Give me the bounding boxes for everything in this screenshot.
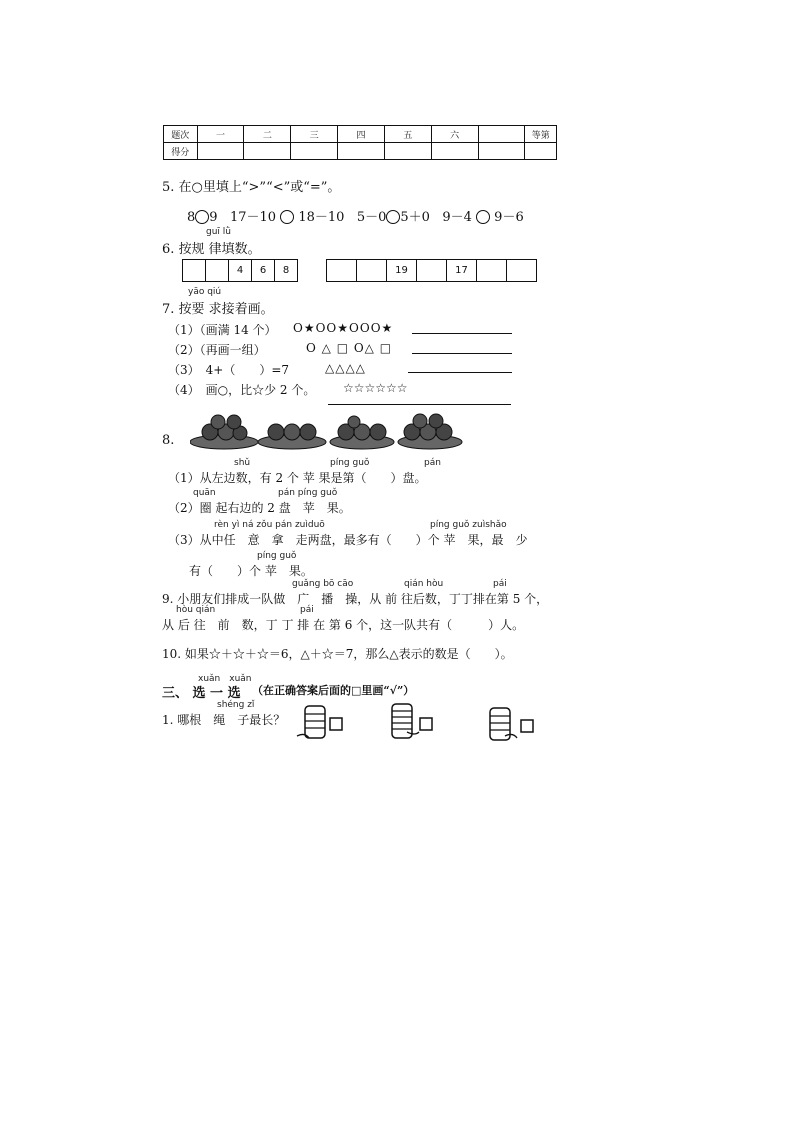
q1-title: 1. 哪根 绳 子最长？ <box>162 713 286 727</box>
q5-compare-row <box>187 206 524 225</box>
answer-checkbox[interactable] <box>521 720 533 732</box>
score-table <box>163 125 557 160</box>
compare-circle[interactable] <box>195 210 209 224</box>
pinyin: píng guǒ <box>257 551 297 561</box>
sequence-box-2 <box>326 259 537 282</box>
q7-row4-label: （4） 画○，比☆少 2 个。 <box>168 383 316 397</box>
seq-cell: 6 <box>252 260 275 281</box>
compare-circle[interactable] <box>280 210 294 224</box>
q8-line4: 有（ ）个 苹 果。 <box>189 564 313 578</box>
score-cell: 四 <box>338 126 385 143</box>
seq-cell: 17 <box>447 260 477 281</box>
q5-item: 5＋0 <box>400 210 430 225</box>
q5-title: 5. 在○里填上“>”“<”或“=”。 <box>162 180 341 195</box>
section3-pinyin: xuǎn xuǎn <box>198 674 252 684</box>
answer-line[interactable] <box>328 404 511 405</box>
q5-item: 9－4 <box>442 210 472 225</box>
pinyin: píng guǒ zuìshǎo <box>430 520 507 530</box>
q5-item: 9 <box>209 210 218 225</box>
q7-row2-label: （2）（再画一组） <box>168 343 266 357</box>
seq-cell[interactable] <box>206 260 229 281</box>
pinyin: hòu qián <box>176 605 216 615</box>
score-row-label: 得分 <box>164 143 198 160</box>
q7-row4-pattern: ☆☆☆☆☆☆ <box>343 381 408 395</box>
plate-3-icon <box>330 416 394 449</box>
pinyin: rèn yì ná zǒu pán zuìduō <box>214 520 325 530</box>
q8-number: 8. <box>162 433 175 448</box>
score-input-cell[interactable] <box>244 143 291 160</box>
q7-pinyin: yāo qiú <box>188 287 222 297</box>
q5-item: 17－10 <box>229 210 277 225</box>
score-input-cell[interactable] <box>384 143 431 160</box>
pinyin: pái <box>300 605 314 615</box>
seq-cell[interactable] <box>327 260 357 281</box>
q5-item: 18－10 <box>298 210 345 225</box>
pinyin: píng guǒ <box>330 458 370 468</box>
pinyin: pái <box>493 579 507 589</box>
q7-row1-pattern: O★OO★OOO★ <box>293 321 394 335</box>
q7-row2-pattern: O △ □ O△ □ <box>306 341 393 355</box>
q10-line: 10. 如果☆＋☆＋☆＝6，△＋☆＝7，那么△表示的数是（ ）。 <box>162 647 513 661</box>
q5-item: 5－0 <box>356 210 387 225</box>
answer-checkbox[interactable] <box>420 718 432 730</box>
score-input-cell[interactable] <box>197 143 244 160</box>
seq-cell[interactable] <box>183 260 206 281</box>
seq-cell: 4 <box>229 260 252 281</box>
q8-line3: （3）从中任 意 拿 走两盘，最多有（ ）个 苹 果，最 少 <box>168 533 528 547</box>
pinyin: pán píng guǒ <box>278 488 338 498</box>
q7-title: 7. 按要 求接着画。 <box>162 302 274 317</box>
seq-cell[interactable] <box>357 260 387 281</box>
score-input-cell[interactable] <box>478 143 525 160</box>
score-cell: 一 <box>197 126 244 143</box>
answer-line[interactable] <box>412 353 512 354</box>
pinyin: shǔ <box>234 458 251 468</box>
rope-spool-1-icon <box>297 706 325 738</box>
score-cell: 六 <box>431 126 478 143</box>
seq-cell[interactable] <box>417 260 447 281</box>
q1-pinyin: shéng zǐ <box>217 700 255 710</box>
sequence-box-1 <box>182 259 298 282</box>
q9-line2: 从 后 往 前 数，丁 丁 排 在 第 6 个，这一队共有（ ）人。 <box>162 618 525 632</box>
score-cell: 三 <box>291 126 338 143</box>
score-table-header-row <box>164 126 557 143</box>
q8-line1: （1）从左边数，有 2 个 苹 果是第（ ）盘。 <box>168 471 427 485</box>
rope-spool-2-icon <box>392 704 419 738</box>
q5-item: 9－6 <box>494 210 524 225</box>
score-cell: 五 <box>384 126 431 143</box>
q7-row1-label: （1）（画满 14 个） <box>168 323 277 337</box>
score-table-score-row <box>164 143 557 160</box>
score-cell: 等第 <box>525 126 557 143</box>
section3-title: 三、 选 一 选 <box>162 686 241 701</box>
q6-title: 6. 按规 律填数。 <box>162 242 261 257</box>
rope-options-image <box>295 702 545 744</box>
q5-item: 8 <box>187 210 196 225</box>
seq-cell[interactable] <box>477 260 507 281</box>
q6-pinyin: guī lǜ <box>206 227 231 237</box>
apple-plates-image <box>190 412 470 452</box>
plate-4-icon <box>398 414 462 449</box>
score-cell: 二 <box>244 126 291 143</box>
pinyin: guǎng bō cāo <box>292 579 354 589</box>
pinyin: quān <box>193 488 216 498</box>
compare-circle[interactable] <box>386 210 400 224</box>
q7-row3-pattern: △△△△ <box>325 361 366 375</box>
score-input-cell[interactable] <box>338 143 385 160</box>
seq-cell: 19 <box>387 260 417 281</box>
score-input-cell[interactable] <box>431 143 478 160</box>
answer-line[interactable] <box>412 333 512 334</box>
pinyin: pán <box>424 458 441 468</box>
pinyin: qián hòu <box>404 579 444 589</box>
plate-2-icon <box>258 424 326 449</box>
answer-checkbox[interactable] <box>330 718 342 730</box>
q7-row3-label: （3） 4+（ ）=7 <box>168 363 290 377</box>
section3-note: （在正确答案后面的□里画“√”） <box>252 684 415 697</box>
rope-spool-3-icon <box>490 708 517 740</box>
plate-1-icon <box>190 415 258 449</box>
score-input-cell[interactable] <box>525 143 557 160</box>
answer-line[interactable] <box>408 372 512 373</box>
q8-line2: （2）圈 起右边的 2 盘 苹 果。 <box>168 501 351 515</box>
score-input-cell[interactable] <box>291 143 338 160</box>
seq-cell: 8 <box>282 265 290 276</box>
seq-cell[interactable] <box>507 260 536 281</box>
compare-circle[interactable] <box>476 210 490 224</box>
score-cell: 题次 <box>164 126 198 143</box>
q9-line1: 9. 小朋友们排成一队做 广 播 操，从 前 往后数，丁丁排在第 5 个， <box>162 592 549 606</box>
score-cell <box>478 126 525 143</box>
